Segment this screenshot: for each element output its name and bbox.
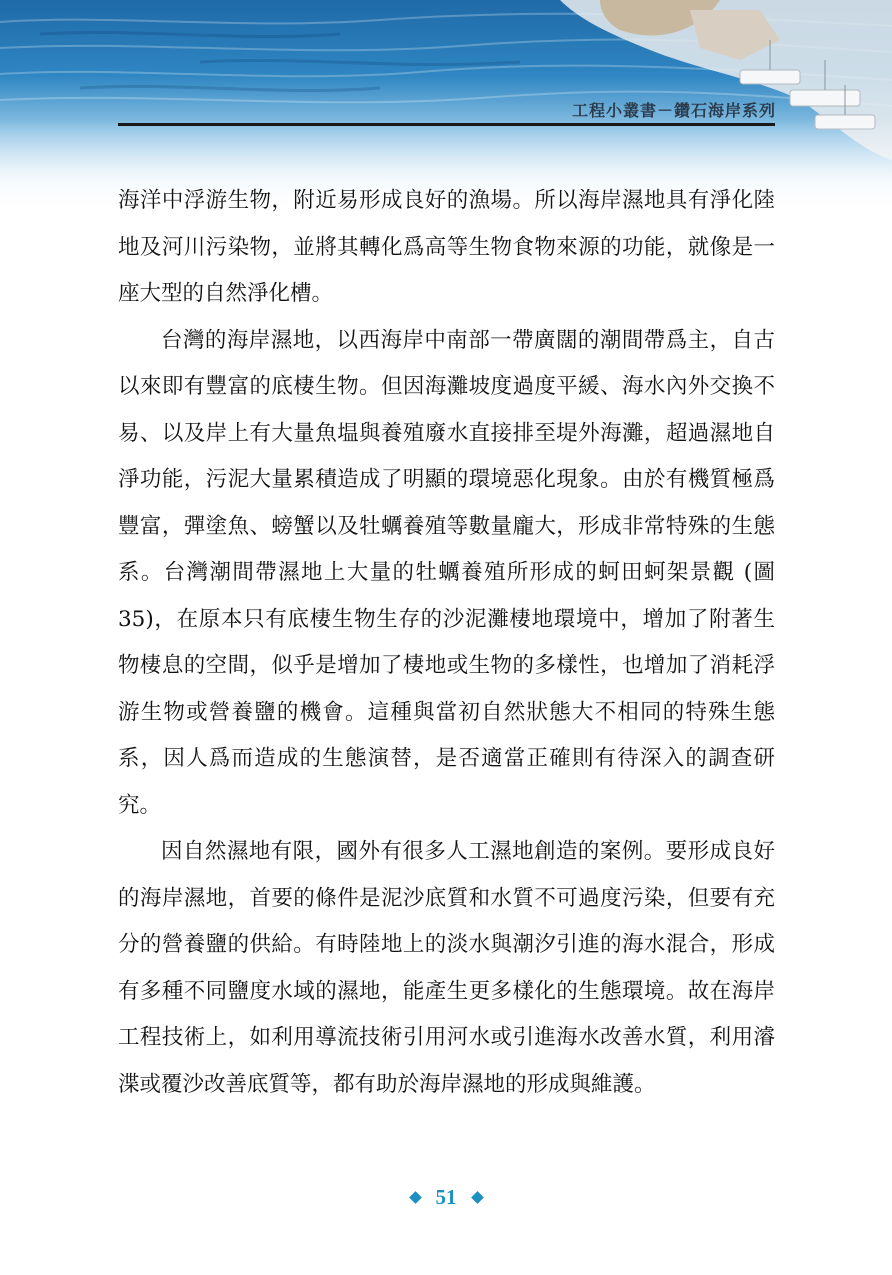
page-footer — [0, 1180, 892, 1214]
header-divider — [118, 123, 775, 126]
page-number: 51 — [435, 1184, 457, 1209]
series-title: 工程小叢書－鑽石海岸系列 — [571, 101, 776, 120]
body-text — [118, 178, 775, 1108]
diamond-icon — [471, 1191, 484, 1204]
paragraph-continued: 海洋中浮游生物，附近易形成良好的漁場。所以海岸濕地具有淨化陸地及河川污染物，並將其轉化爲高等生物食物來源的功能，就像是一座大型的自然淨化槽。 — [118, 188, 775, 306]
paragraph-artificial-wetlands: 因自然濕地有限，國外有很多人工濕地創造的案例。要形成良好的海岸濕地，首要的條件是泥沙底質和水質不可過度污染，但要有充分的營養鹽的供給。有時陸地上的淡水與潮汐引進的海水混合，形成有多種不同鹽度水域的濕地，能產生更多樣化的生態環境。故在海岸工程技術上，如利用導流技術引用河水或引進海水改善水質，利用濬渫或覆沙改善底質等，都有助於海岸濕地的形成與維護。 — [118, 839, 775, 1097]
paragraph-taiwan-wetlands: 台灣的海岸濕地，以西海岸中南部一帶廣闊的潮間帶爲主，自古以來即有豐富的底棲生物。但因海灘坡度過度平緩、海水內外交換不易、以及岸上有大量魚塭與養殖廢水直接排至堤外海灘，超過濕地自淨功能，污泥大量累積造成了明顯的環境惡化現象。由於有機質極爲豐富，彈塗魚、螃蟹以及牡蠣養殖等數量龐大，形成非常特殊的生態系。台灣潮間帶濕地上大量的牡蠣養殖所形成的蚵田蚵架景觀 (圖 35)，在原本只有底棲生物生存的沙泥灘棲地環境中，增加了附著生物棲息的空間，似乎是增加了棲地或生物的多樣性，也增加了消耗浮游生物或營養鹽的機會。這種與當初自然狀態大不相同的特殊生態系，因人爲而造成的生態演替，是否適當正確則有待深入的調查研究。 — [118, 327, 775, 818]
diamond-icon — [409, 1191, 422, 1204]
